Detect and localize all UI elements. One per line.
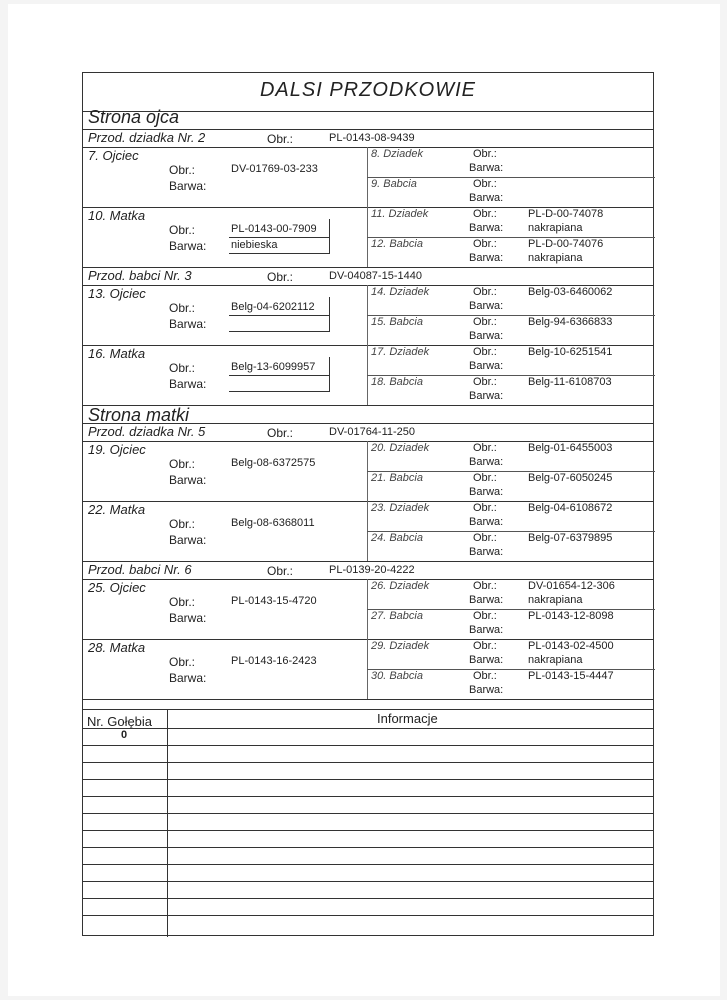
- parent-ring: Belg-13-6099957: [231, 361, 316, 373]
- ancestor-group-ring: DV-01764-11-250: [329, 426, 416, 438]
- parent-ring: Belg-08-6372575: [231, 457, 316, 469]
- parent-label: 19. Ojciec: [88, 442, 146, 457]
- grandparent-label: 23. Dziadek: [371, 502, 430, 514]
- barwa-label: Barwa:: [169, 611, 207, 625]
- obr-label: Obr.:: [473, 472, 497, 484]
- barwa-label: Barwa:: [169, 317, 207, 331]
- ancestor-group-label: Przod. dziadka Nr. 2: [88, 130, 206, 145]
- obr-label: Obr.:: [169, 457, 196, 471]
- ancestor-group-ring: DV-04087-15-1440: [329, 270, 422, 282]
- parent-label: 28. Matka: [88, 640, 146, 655]
- ring-underline-box: [229, 357, 330, 376]
- grandparent-ring: Belg-11-6108703: [528, 376, 612, 388]
- obr-label: Obr.:: [267, 564, 294, 578]
- obr-label: Obr.:: [473, 208, 497, 220]
- table-row: [83, 813, 653, 814]
- grandparent-ring: DV-01654-12-306: [528, 580, 615, 592]
- table-row: [83, 830, 653, 831]
- grandparent-ring: Belg-03-6460062: [528, 286, 613, 298]
- grandparent-color: nakrapiana: [528, 654, 583, 666]
- barwa-label: Barwa:: [469, 594, 504, 606]
- barwa-label: Barwa:: [469, 360, 504, 372]
- parent-label: 13. Ojciec: [88, 286, 146, 301]
- ring-underline-box: [229, 297, 330, 316]
- barwa-label: Barwa:: [169, 239, 207, 253]
- grandparent-label: 24. Babcia: [371, 532, 423, 544]
- barwa-label: Barwa:: [469, 252, 504, 264]
- grandparent-label: 9. Babcia: [371, 178, 417, 190]
- grandparent-ring: Belg-94-6366833: [528, 316, 613, 328]
- obr-label: Obr.:: [473, 610, 497, 622]
- ancestor-group-label: Przod. dziadka Nr. 5: [88, 424, 206, 439]
- obr-label: Obr.:: [473, 178, 497, 190]
- pigeon-number-cell: 0: [121, 729, 128, 741]
- barwa-label: Barwa:: [469, 516, 504, 528]
- barwa-label: Barwa:: [469, 330, 504, 342]
- parent-label: 16. Matka: [88, 346, 146, 361]
- barwa-label: Barwa:: [169, 377, 207, 391]
- obr-label: Obr.:: [169, 163, 196, 177]
- obr-label: Obr.:: [473, 148, 497, 160]
- parent-ring: PL-0143-00-7909: [231, 223, 317, 235]
- grandparent-color: nakrapiana: [528, 222, 583, 234]
- grandparent-label: 11. Dziadek: [371, 208, 429, 220]
- obr-label: Obr.:: [473, 670, 497, 682]
- obr-label: Obr.:: [267, 426, 294, 440]
- grandparent-ring: PL-D-00-74076: [528, 238, 604, 250]
- grandparent-label: 29. Dziadek: [371, 640, 430, 652]
- color-underline-box: [229, 237, 330, 254]
- obr-label: Obr.:: [473, 532, 497, 544]
- grandparent-label: 15. Babcia: [371, 316, 423, 328]
- table-row: [83, 881, 653, 882]
- barwa-label: Barwa:: [469, 456, 504, 468]
- table-row: [83, 745, 653, 746]
- grandparent-label: 17. Dziadek: [371, 346, 430, 358]
- divider: [83, 147, 653, 148]
- barwa-label: Barwa:: [169, 473, 207, 487]
- grandparent-ring: Belg-07-6379895: [528, 532, 613, 544]
- ancestor-group-label: Przod. babci Nr. 3: [88, 268, 192, 283]
- barwa-label: Barwa:: [469, 624, 504, 636]
- column-header-information: Informacje: [377, 711, 438, 726]
- grandparent-ring: Belg-07-6050245: [528, 472, 613, 484]
- column-header-pigeon-nr: Nr. Gołębia: [87, 714, 153, 729]
- table-row: [83, 864, 653, 865]
- parent-ring: PL-0143-16-2423: [231, 655, 317, 667]
- grandparent-ring: Belg-04-6108672: [528, 502, 613, 514]
- parent-color: niebieska: [231, 239, 278, 251]
- grandparent-ring: PL-0143-15-4447: [528, 670, 614, 682]
- grandparent-ring: PL-D-00-74078: [528, 208, 604, 220]
- parent-ring: PL-0143-15-4720: [231, 595, 317, 607]
- table-row: [83, 796, 653, 797]
- obr-label: Obr.:: [169, 595, 196, 609]
- grandparent-label: 30. Babcia: [371, 670, 423, 682]
- grandparent-ring: Belg-01-6455003: [528, 442, 613, 454]
- parent-ring: DV-01769-03-233: [231, 163, 318, 175]
- obr-label: Obr.:: [169, 301, 196, 315]
- grandparent-label: 8. Dziadek: [371, 148, 423, 160]
- parent-label: 7. Ojciec: [88, 148, 139, 163]
- obr-label: Obr.:: [473, 442, 497, 454]
- mother-side-heading: Strona matki: [88, 405, 190, 425]
- table-row: [83, 762, 653, 763]
- obr-label: Obr.:: [473, 316, 497, 328]
- table-row: [83, 779, 653, 780]
- obr-label: Obr.:: [473, 286, 497, 298]
- grandparent-label: 18. Babcia: [371, 376, 423, 388]
- barwa-label: Barwa:: [469, 486, 504, 498]
- grandparent-ring: PL-0143-02-4500: [528, 640, 614, 652]
- table-row: [83, 915, 653, 916]
- table-column-divider: [167, 709, 168, 937]
- divider: [83, 699, 653, 700]
- obr-label: Obr.:: [267, 132, 294, 146]
- obr-label: Obr.:: [473, 502, 497, 514]
- parent-label: 10. Matka: [88, 208, 146, 223]
- grandparent-label: 21. Babcia: [371, 472, 423, 484]
- ancestor-group-ring: PL-0139-20-4222: [329, 564, 415, 576]
- grandparent-label: 20. Dziadek: [371, 442, 430, 454]
- barwa-label: Barwa:: [469, 162, 504, 174]
- form-title: DALSI PRZODKOWIE: [259, 79, 477, 101]
- parent-ring: Belg-08-6368011: [231, 517, 315, 529]
- ancestry-form: [82, 72, 654, 936]
- barwa-label: Barwa:: [169, 671, 207, 685]
- barwa-label: Barwa:: [469, 684, 504, 696]
- barwa-label: Barwa:: [469, 300, 504, 312]
- obr-label: Obr.:: [473, 580, 497, 592]
- table-row: [83, 898, 653, 899]
- obr-label: Obr.:: [169, 223, 196, 237]
- barwa-label: Barwa:: [469, 222, 504, 234]
- barwa-label: Barwa:: [469, 546, 504, 558]
- grandparent-label: 26. Dziadek: [371, 580, 430, 592]
- obr-label: Obr.:: [169, 517, 196, 531]
- table-row: [83, 847, 653, 848]
- obr-label: Obr.:: [267, 270, 294, 284]
- parent-ring: Belg-04-6202112: [231, 301, 315, 313]
- grandparent-color: nakrapiana: [528, 594, 583, 606]
- grandparent-label: 12. Babcia: [371, 238, 423, 250]
- obr-label: Obr.:: [473, 640, 497, 652]
- ring-underline-box: [229, 219, 330, 238]
- grandparent-ring: PL-0143-12-8098: [528, 610, 614, 622]
- grandparent-label: 27. Babcia: [371, 610, 423, 622]
- barwa-label: Barwa:: [169, 533, 207, 547]
- father-side-heading: Strona ojca: [88, 107, 180, 127]
- barwa-label: Barwa:: [469, 192, 504, 204]
- obr-label: Obr.:: [473, 238, 497, 250]
- parent-label: 25. Ojciec: [88, 580, 146, 595]
- barwa-label: Barwa:: [169, 179, 207, 193]
- obr-label: Obr.:: [169, 361, 196, 375]
- grandparent-ring: Belg-10-6251541: [528, 346, 613, 358]
- color-underline-box: [229, 315, 330, 332]
- divider: [83, 709, 653, 710]
- ancestor-group-label: Przod. babci Nr. 6: [88, 562, 192, 577]
- divider: [83, 405, 653, 406]
- color-underline-box: [229, 375, 330, 392]
- grandparent-label: 14. Dziadek: [371, 286, 430, 298]
- parent-label: 22. Matka: [88, 502, 146, 517]
- barwa-label: Barwa:: [469, 390, 504, 402]
- obr-label: Obr.:: [169, 655, 196, 669]
- table-row-line: [83, 728, 653, 729]
- obr-label: Obr.:: [473, 346, 497, 358]
- barwa-label: Barwa:: [469, 654, 504, 666]
- ancestor-group-ring: PL-0143-08-9439: [329, 132, 415, 144]
- obr-label: Obr.:: [473, 376, 497, 388]
- grandparent-color: nakrapiana: [528, 252, 583, 264]
